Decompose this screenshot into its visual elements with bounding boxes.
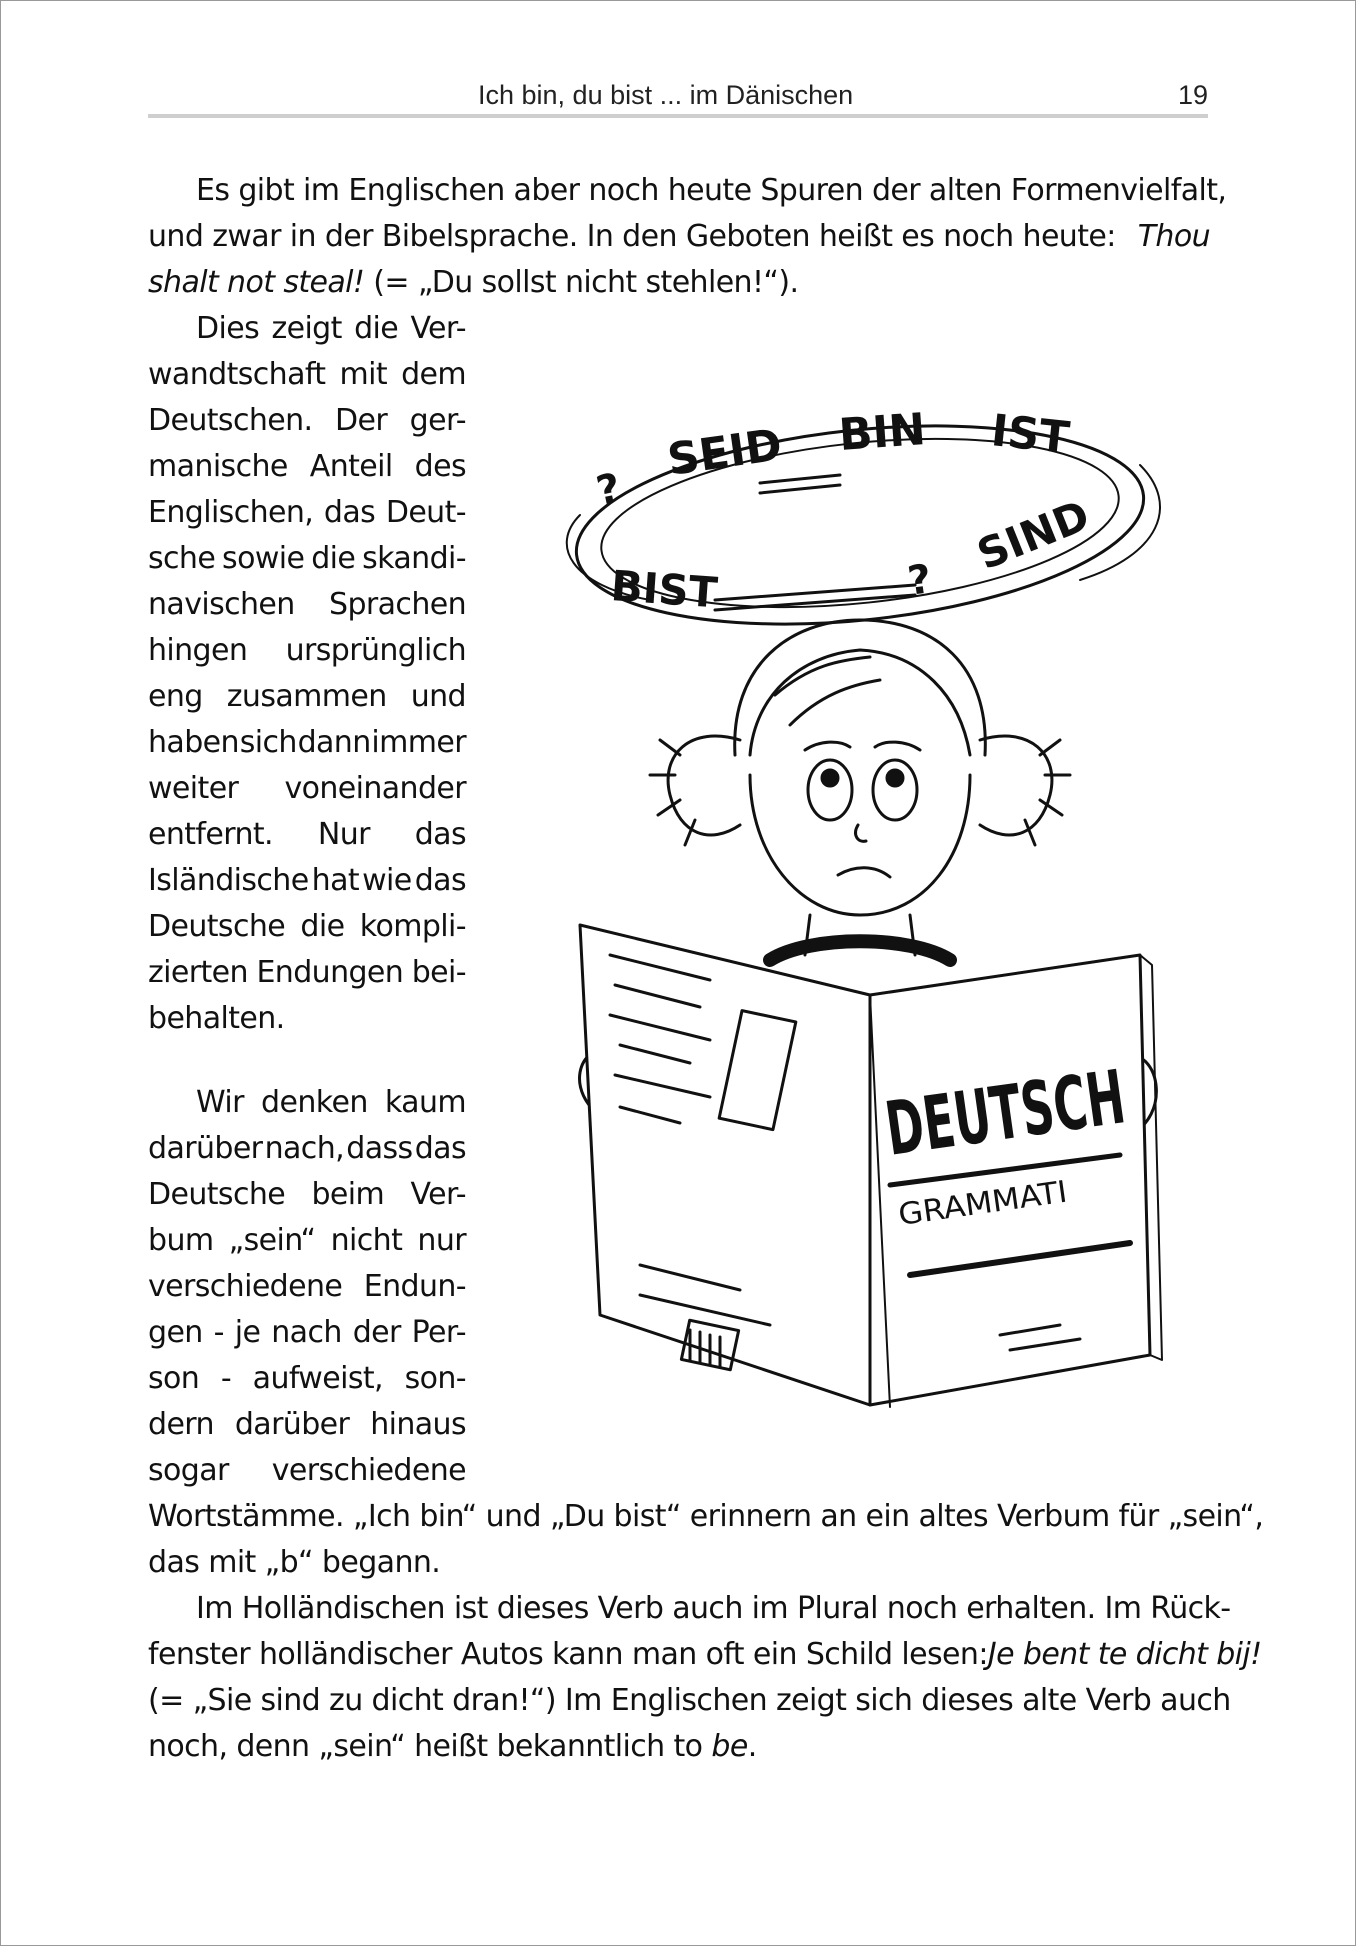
- book-title: DEUTSCH: [880, 1033, 1281, 1173]
- halo-question-2: ?: [904, 556, 935, 605]
- text-line: Im Holländischen ist dieses Verb auch im Plural noch erhalten. Im Rück-: [196, 1591, 1231, 1626]
- halo-bin: BIN: [837, 404, 928, 461]
- paragraph-3-continued: [148, 1494, 1264, 1586]
- text-line: fenster holländischer Autos kann man oft ein Schild lesen: Je bent te dicht bij!: [148, 1637, 1262, 1672]
- page-number: 19: [1177, 80, 1208, 110]
- text-line: (= „Sie sind zu dicht dran!“) Im Englischen zeigt sich dieses alte Verb auch: [148, 1683, 1231, 1718]
- verb-halo: [567, 401, 1160, 650]
- text-line: navischen Sprachen: [148, 587, 466, 622]
- text-line: Deutschen. Der ger-: [148, 403, 466, 438]
- text-line: entfernt. Nur das: [148, 817, 466, 852]
- text-line: noch, denn „sein“ heißt bekanntlich to be.: [148, 1729, 757, 1764]
- halo-seid: SEID: [664, 419, 786, 486]
- text-line: haben sich dann immer: [148, 725, 466, 760]
- text-line: dern darüber hinaus: [148, 1407, 466, 1442]
- book-subtitle: GRAMMATI: [896, 1175, 1061, 1233]
- paragraph-1: [148, 168, 1227, 306]
- paragraph-4: [148, 1586, 1262, 1770]
- text-line: wandtschaft mit dem: [148, 357, 466, 392]
- text-line: gen - je nach der Per-: [148, 1315, 466, 1350]
- text-line: Englischen, das Deut-: [148, 495, 466, 530]
- text-line: das mit „b“ begann.: [148, 1545, 441, 1580]
- text-line: bum „sein“ nicht nur: [148, 1223, 466, 1258]
- running-head-title: Ich bin, du bist ... im Dänischen: [478, 80, 854, 110]
- text-line: behalten.: [148, 1001, 285, 1036]
- halo-ist: IST: [988, 405, 1072, 465]
- halo-bist: BIST: [609, 561, 720, 618]
- text-line: Deutsche die kompli-: [148, 909, 466, 944]
- text-line: Dies zeigt die Ver-: [196, 311, 466, 346]
- halo-question-1: ?: [592, 464, 625, 515]
- text-line: shalt not steal! (= „Du sollst nicht stehlen!“).: [148, 265, 799, 300]
- text-line: sche sowie die skandi-: [148, 541, 466, 576]
- text-line: weiter voneinander: [148, 771, 466, 806]
- text-line: sogar verschiedene: [148, 1453, 466, 1488]
- text-line: verschiedene Endun-: [148, 1269, 466, 1304]
- text-line: Deutsche beim Ver-: [148, 1177, 466, 1212]
- book: [580, 925, 1281, 1407]
- halo-sind: SIND: [970, 490, 1097, 580]
- text-line: son - aufweist, son-: [148, 1361, 466, 1396]
- girl-reading-illustration: [540, 395, 1281, 1425]
- text-line: und zwar in der Bibelsprache. In den Geboten heißt es noch heute: Thou: [148, 219, 1210, 254]
- text-line: darüber nach, dass das: [148, 1131, 466, 1166]
- girl-figure: [650, 620, 1070, 960]
- text-line: hingen ursprünglich: [148, 633, 466, 668]
- text-line: Wortstämme. „Ich bin“ und „Du bist“ erinnern an ein altes Verbum für „sein“,: [148, 1499, 1264, 1534]
- paragraph-2: [148, 306, 466, 1042]
- paragraph-3: [148, 1080, 466, 1494]
- text-line: eng zusammen und: [148, 679, 466, 714]
- running-head: [148, 78, 1208, 118]
- text-line: Wir denken kaum: [196, 1085, 466, 1120]
- text-line: zierten Endungen bei-: [148, 955, 466, 990]
- text-line: manische Anteil des: [148, 449, 466, 484]
- text-line: Es gibt im Englischen aber noch heute Spuren der alten Formenvielfalt,: [196, 173, 1227, 208]
- text-line: Isländische hat wie das: [148, 863, 466, 898]
